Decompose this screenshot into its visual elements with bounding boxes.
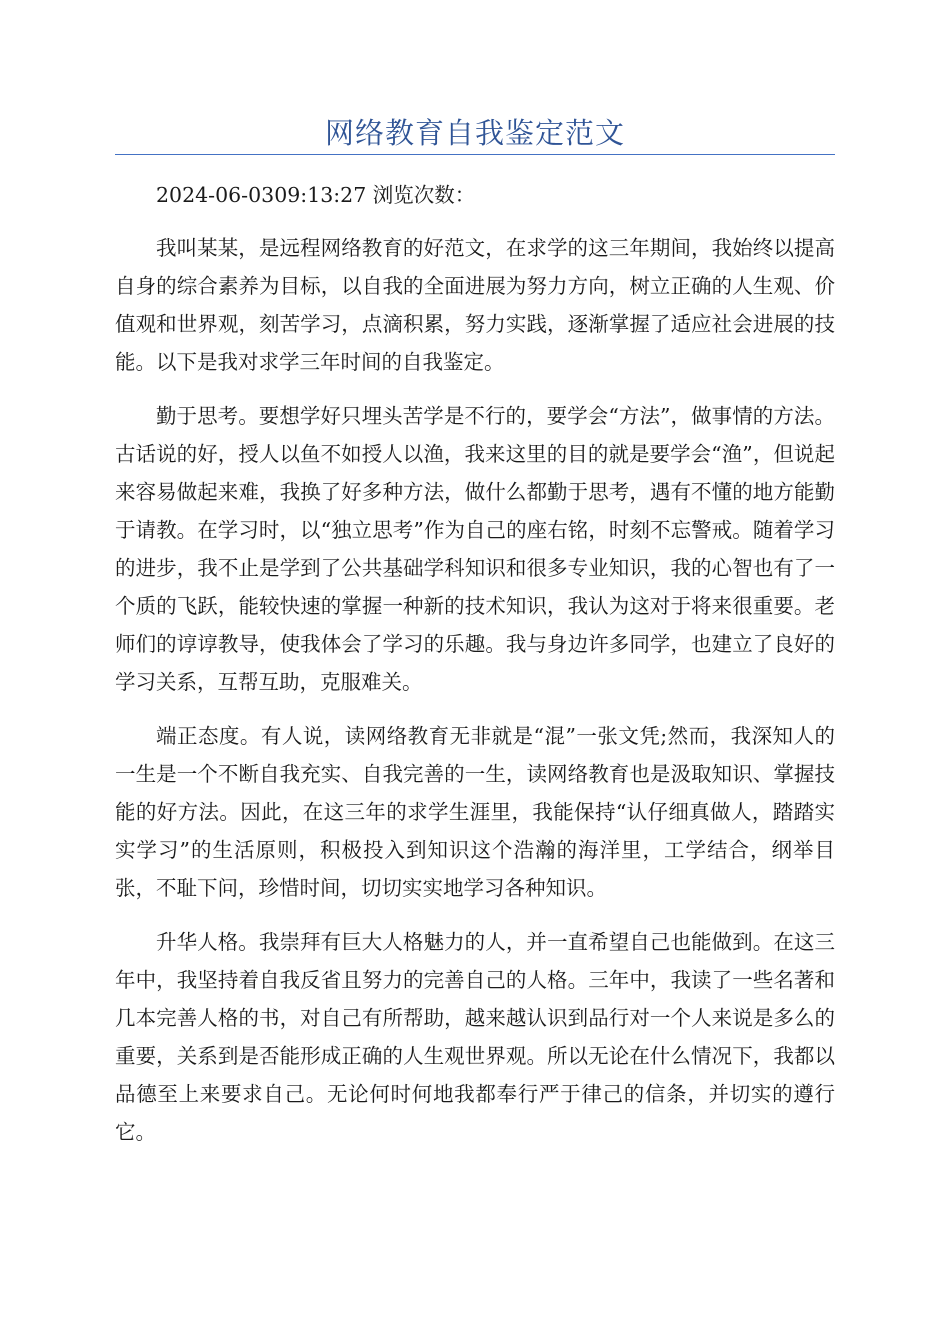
document-body [115, 176, 835, 1167]
title-underline [115, 154, 835, 155]
paragraph-character: 升华人格。我崇拜有巨大人格魅力的人，并一直希望自己也能做到。在这三年中，我坚持着自我反省且努力的完善自己的人格。三年中，我读了一些名著和几本完善人格的书，对自己有所帮助，越来越认识到品行对一个人来说是多么的重要，关系到是否能形成正确的人生观世界观。所以无论在什么情况下，我都以品德至上来要求自己。无论何时何地我都奉行严于律己的信条，并切实的遵行它。 [115, 930, 835, 1144]
paragraph-attitude: 端正态度。有人说，读网络教育无非就是“混”一张文凭;然而，我深知人的一生是一个不断自我充实、自我完善的一生，读网络教育也是汲取知识、掌握技能的好方法。因此，在这三年的求学生涯里，我能保持“认仔细真做人，踏踏实实学习”的生活原则，积极投入到知识这个浩瀚的海洋里，工学结合，纲举目张，不耻下问，珍惜时间，切切实实地学习各种知识。 [115, 724, 835, 900]
paragraph-thinking: 勤于思考。要想学好只埋头苦学是不行的，要学会“方法”，做事情的方法。古话说的好，授人以鱼不如授人以渔，我来这里的目的就是要学会“渔”，但说起来容易做起来难，我换了好多种方法，做什么都勤于思考，遇有不懂的地方能勤于请教。在学习时，以“独立思考”作为自己的座右铭，时刻不忘警戒。随着学习的进步，我不止是学到了公共基础学科知识和很多专业知识，我的心智也有了一个质的飞跃，能较快速的掌握一种新的技术知识，我认为这对于将来很重要。老师们的谆谆教导，使我体会了学习的乐趣。我与身边许多同学，也建立了良好的学习关系，互帮互助，克服难关。 [115, 404, 835, 694]
publish-meta: 2024-06-0309:13:27 浏览次数： [156, 183, 476, 207]
paragraph-intro: 我叫某某，是远程网络教育的好范文，在求学的这三年期间，我始终以提高自身的综合素养为目标，以自我的全面进展为努力方向，树立正确的人生观、价值观和世界观，刻苦学习，点滴积累，努力实践，逐渐掌握了适应社会进展的技能。以下是我对求学三年时间的自我鉴定。 [115, 236, 835, 374]
document-title: 网络教育自我鉴定范文 [324, 116, 625, 150]
